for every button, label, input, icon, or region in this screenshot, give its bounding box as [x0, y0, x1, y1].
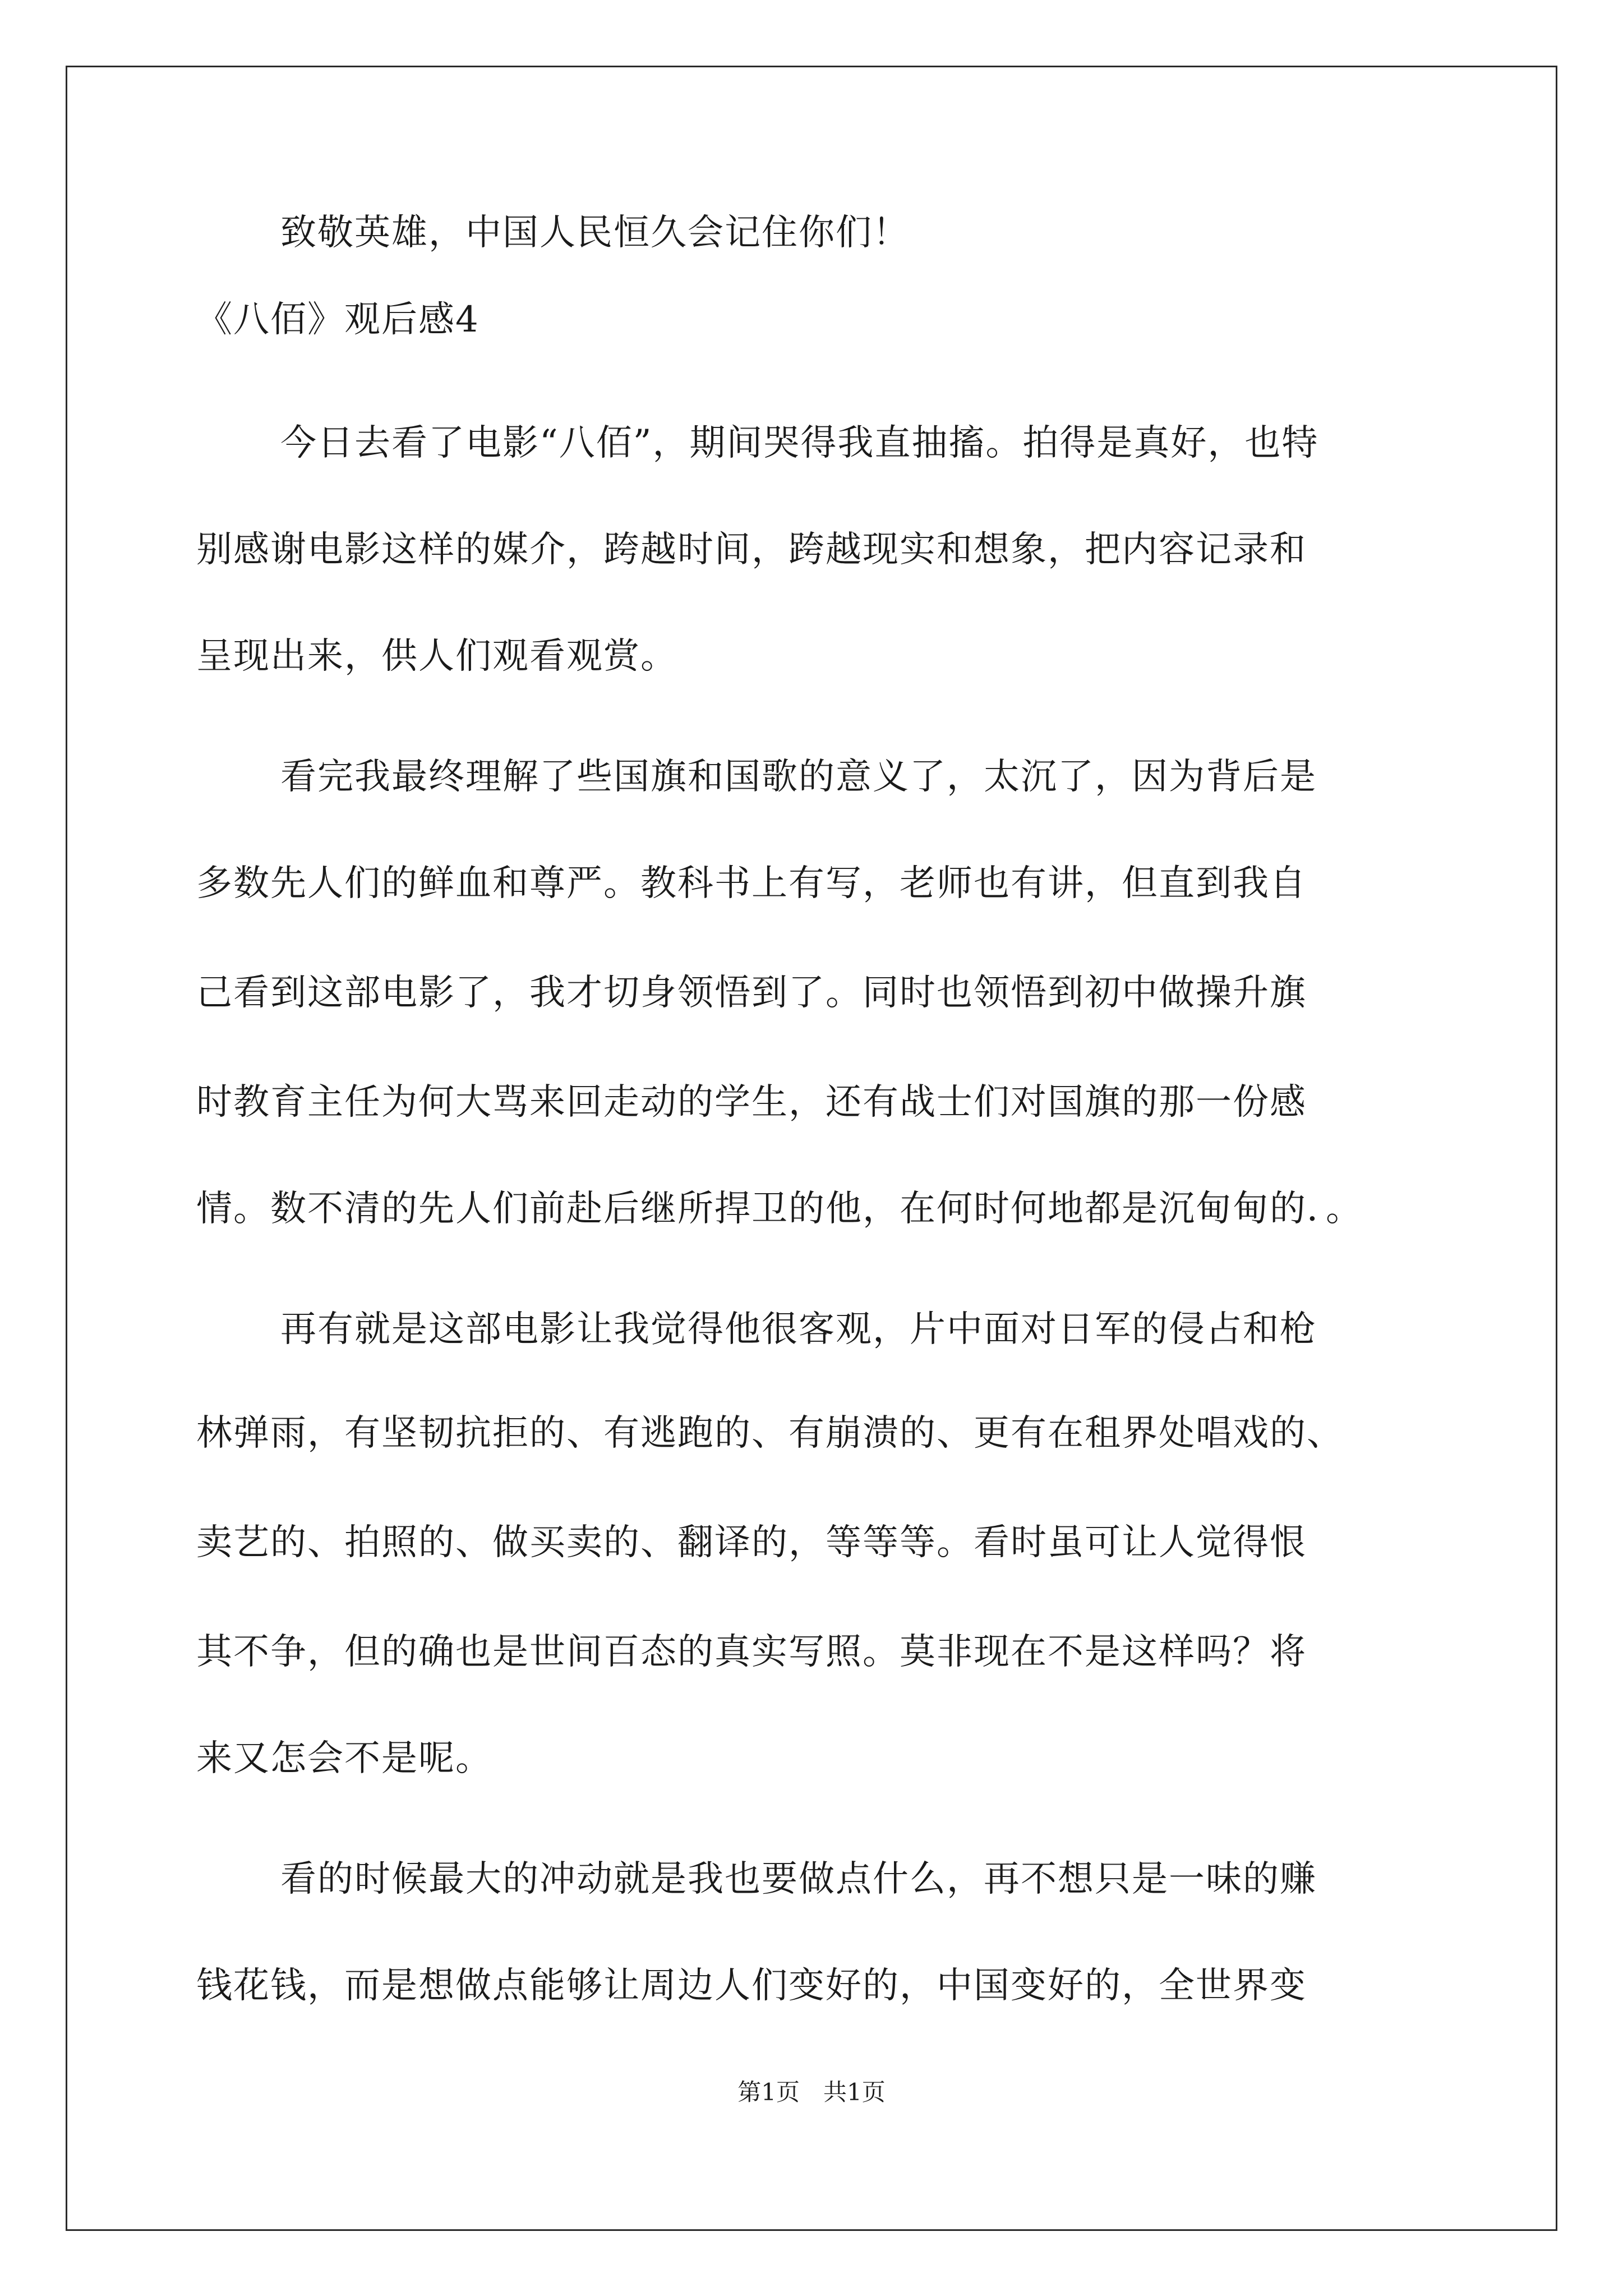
paragraph-line: 情。数不清的先人们前赴后继所捍卫的他，在何时何地都是沉甸甸的．。: [196, 1188, 1363, 1230]
paragraph-line: 己看到这部电影了，我才切身领悟到了。同时也领悟到初中做操升旗: [196, 972, 1307, 1014]
paragraph-line: 今日去看了电影“八佰”，期间哭得我直抽搐。拍得是真好，也特: [280, 422, 1319, 464]
paragraph-line: 再有就是这部电影让我觉得他很客观，片中面对日军的侵占和枪: [280, 1309, 1317, 1350]
section-heading: 《八佰》观后感4: [196, 299, 479, 341]
paragraph-line: 看的时候最大的冲动就是我也要做点什么，再不想只是一味的赚: [280, 1858, 1317, 1900]
paragraph-line: 卖艺的、拍照的、做买卖的、翻译的，等等等。看时虽可让人觉得恨: [196, 1522, 1307, 1563]
paragraph-line: 多数先人们的鲜血和尊严。教科书上有写，老师也有讲，但直到我自: [196, 863, 1307, 904]
paragraph-line: 时教育主任为何大骂来回走动的学生，还有战士们对国旗的那一份感: [196, 1082, 1307, 1123]
paragraph-line: 钱花钱，而是想做点能够让周边人们变好的，中国变好的，全世界变: [196, 1965, 1307, 2007]
paragraph-line: 来又怎会不是呢。: [196, 1738, 492, 1779]
paragraph-line: 其不争，但的确也是世间百态的真实写照。莫非现在不是这样吗？将: [196, 1631, 1307, 1673]
paragraph-line: 别感谢电影这样的媒介，跨越时间，跨越现实和想象，把内容记录和: [196, 529, 1307, 570]
paragraph-line: 林弹雨，有坚韧抗拒的、有逃跑的、有崩溃的、更有在租界处唱戏的、: [196, 1412, 1344, 1454]
page-footer: 第1页 共1页: [737, 2078, 886, 2106]
paragraph-line: 呈现出来，供人们观看观赏。: [196, 636, 677, 677]
paragraph-line: 看完我最终理解了些国旗和国歌的意义了，太沉了，因为背后是: [280, 756, 1317, 798]
page-border: [66, 66, 1557, 2231]
closing-line: 致敬英雄，中国人民恒久会记住你们！: [280, 212, 910, 254]
